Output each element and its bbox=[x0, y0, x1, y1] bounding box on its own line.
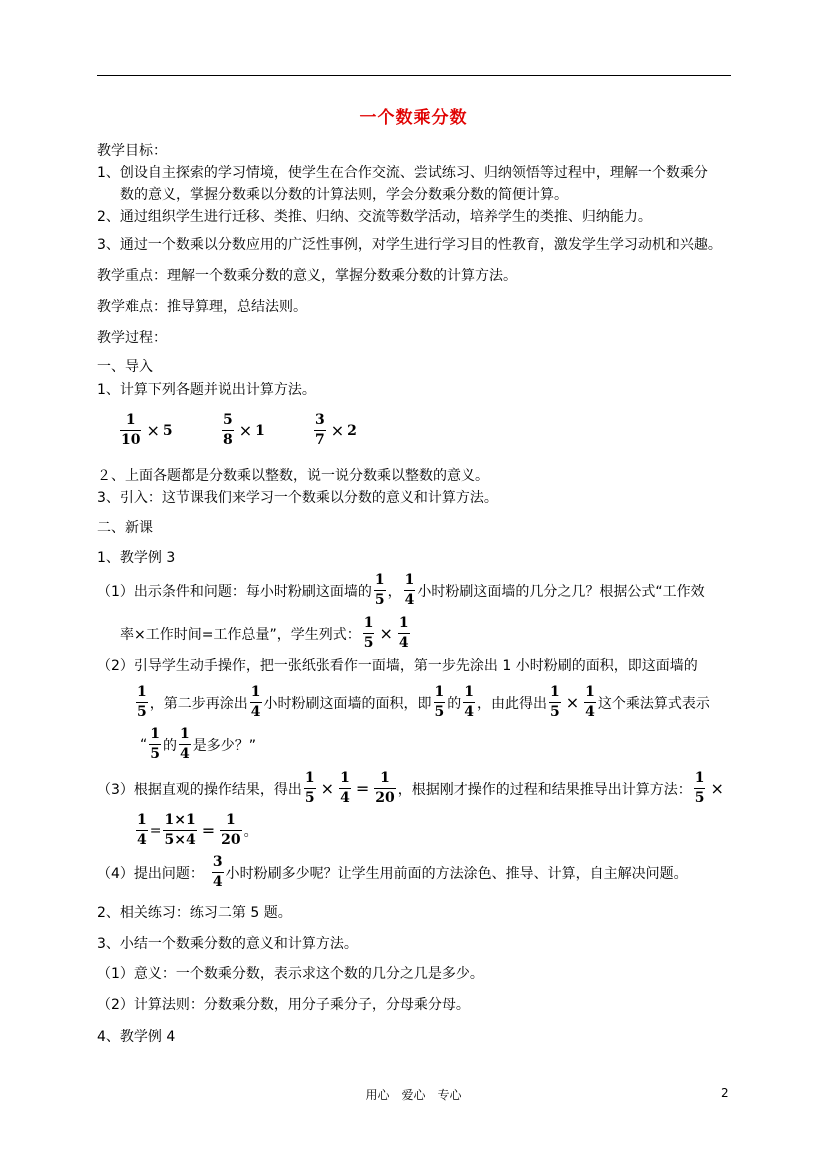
fraction: $\frac{1}{20}$ bbox=[375, 770, 395, 806]
example-4-heading: 4、教学例 4 bbox=[97, 1029, 176, 1045]
intro-3: 3、引入：这节课我们来学习一个数乘以分数的意义和计算方法。 bbox=[97, 490, 498, 506]
fraction: $\frac{3}{7}$ bbox=[315, 412, 325, 448]
fraction: $\frac{1}{4}$ bbox=[137, 812, 147, 848]
fraction: $\frac{1}{4}$ bbox=[464, 684, 474, 720]
calc-b: $\frac{5}{8}$ × 1 bbox=[223, 412, 265, 448]
calc-a: $\frac{1}{10}$ × 5 bbox=[121, 412, 173, 448]
process-heading: 教学过程： bbox=[97, 330, 167, 346]
summary: 3、小结一个数乘分数的意义和计算方法。 bbox=[97, 936, 358, 952]
section-2-heading: 二、新课 bbox=[97, 520, 153, 536]
goal-2: 2、通过组织学生进行迁移、类推、归纳、交流等数学活动，培养学生的类推、归纳能力。 bbox=[97, 209, 652, 225]
step-2-line-2: $\frac{1}{5}$ ，第二步再涂出 $\frac{1}{4}$ 小时粉刷这面墙的面积，即 $\frac{1}{5}$ 的 $\frac{1}{4}$ ，由此得出 $\frac{1}{5}$ × $\frac{1}{4}$ 这个乘法算式表示 bbox=[137, 684, 710, 720]
key-point: 教学重点：理解一个数乘分数的意义，掌握分数乘分数的计算方法。 bbox=[97, 268, 517, 284]
step-1-line-1: （1）出示条件和问题：每小时粉刷这面墙的 $\frac{1}{5}$ ， $\frac{1}{4}$ 小时粉刷这面墙的几分之几？根据公式“工作效 bbox=[97, 572, 705, 608]
fraction: $\frac{1}{5}$ bbox=[363, 615, 374, 651]
header-rule bbox=[97, 75, 731, 76]
difficulty: 教学难点：推导算理，总结法则。 bbox=[97, 299, 307, 315]
calc-c: $\frac{3}{7}$ × 2 bbox=[315, 412, 357, 448]
footer: 用心 爱心 专心 bbox=[365, 1088, 462, 1102]
page-title: 一个数乘分数 bbox=[359, 108, 468, 128]
fraction: $\frac{1}{5}$ bbox=[304, 770, 315, 806]
goal-1-line-1: 1、创设自主探索的学习情境，使学生在合作交流、尝试练习、归纳领悟等过程中，理解一个数乘分 bbox=[97, 165, 708, 181]
example-3-heading: 1、教学例 3 bbox=[97, 550, 176, 566]
step-4: （4）提出问题： $\frac{3}{4}$ 小时粉刷多少呢？让学生用前面的方法涂色、推导、计算，自主解决问题。 bbox=[97, 854, 688, 890]
fraction: $\frac{1}{20}$ bbox=[221, 812, 241, 848]
summary-2: （2）计算法则：分数乘分数，用分子乘分子，分母乘分母。 bbox=[97, 997, 470, 1013]
fraction: $\frac{1}{4}$ bbox=[250, 684, 261, 720]
step-2-line-3: “ $\frac{1}{5}$ 的 $\frac{1}{4}$ 是多少？” bbox=[140, 726, 257, 762]
step-2-line-1: （2）引导学生动手操作，把一张纸张看作一面墙，第一步先涂出 1 小时粉刷的面积，即这面墙的 bbox=[97, 658, 698, 674]
summary-1: （1）意义：一个数乘分数，表示求这个数的几分之几是多少。 bbox=[97, 966, 484, 982]
fraction: $\frac{1}{5}$ bbox=[137, 684, 147, 720]
step-3-line-1: （3）根据直观的操作结果，得出 $\frac{1}{5}$ × $\frac{1}{4}$ = $\frac{1}{20}$ ，根据刚才操作的过程和结果推导出计算方法： $\frac{1}{5}$ × bbox=[97, 770, 724, 806]
fraction: $\frac{1}{10}$ bbox=[121, 412, 141, 448]
practice: 2、相关练习：练习二第 5 题。 bbox=[97, 905, 292, 921]
fraction: $\frac{1}{5}$ bbox=[150, 726, 161, 762]
fraction: $\frac{3}{4}$ bbox=[212, 854, 223, 890]
step-3-line-2: $\frac{1}{4}$ = $\frac{1\times 1}{5\times 4}$ = $\frac{1}{20}$ 。 bbox=[137, 812, 258, 848]
goal-3: 3、通过一个数乘以分数应用的广泛性事例，对学生进行学习目的性教育，激发学生学习动机和兴趣。 bbox=[97, 237, 722, 253]
fraction: $\frac{1}{5}$ bbox=[374, 572, 385, 608]
fraction: $\frac{1}{5}$ bbox=[694, 770, 705, 806]
fraction: $\frac{1}{4}$ bbox=[340, 770, 350, 806]
goal-1-line-2: 数的意义，掌握分数乘以分数的计算法则，学会分数乘分数的简便计算。 bbox=[120, 187, 568, 203]
section-1-heading: 一、导入 bbox=[97, 359, 153, 375]
intro-2: ２、上面各题都是分数乘以整数，说一说分数乘以整数的意义。 bbox=[97, 468, 489, 484]
fraction: $\frac{1}{5}$ bbox=[550, 684, 560, 720]
intro-1: 1、计算下列各题并说出计算方法。 bbox=[97, 382, 316, 398]
page-number: 2 bbox=[721, 1086, 729, 1100]
step-1-line-2: 率×工作时间=工作总量”，学生列式： $\frac{1}{5}$ × $\frac{1}{4}$ bbox=[120, 615, 409, 651]
fraction: $\frac{5}{8}$ bbox=[223, 412, 233, 448]
fraction: $\frac{1}{5}$ bbox=[434, 684, 445, 720]
goals-heading: 教学目标： bbox=[97, 143, 167, 159]
fraction: $\frac{1}{4}$ bbox=[398, 615, 409, 651]
fraction: $\frac{1\times 1}{5\times 4}$ bbox=[164, 812, 196, 848]
fraction: $\frac{1}{4}$ bbox=[404, 572, 415, 608]
fraction: $\frac{1}{4}$ bbox=[180, 726, 190, 762]
fraction: $\frac{1}{4}$ bbox=[585, 684, 595, 720]
